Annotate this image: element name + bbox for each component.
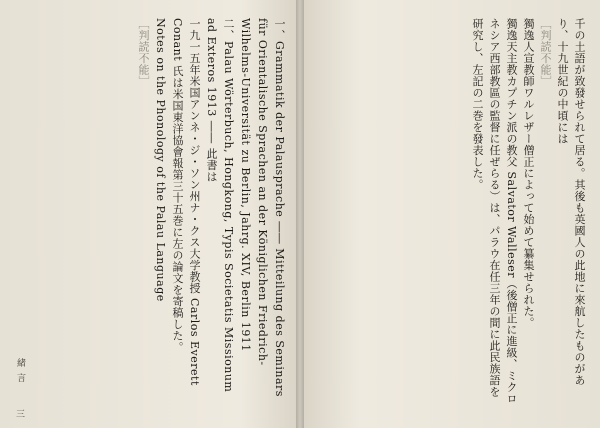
body-paragraph: 一九一五年米国アンネ・ジ・ソン州ナ・クス大学教授 Carlos Everett Conant 氏は米国東洋協會報第三十五巻に左の論文を寄稿した。 (171, 18, 201, 386)
bibliography-entry-1: 一、Grammatik der Palausprache ―― Mitteilung des Seminars für Orientalische Sprachen an der Königlichen Friedrich-Wilhelms-Universität zu Berlin, Jahrg. XIV, Berlin 1911 (239, 18, 286, 397)
body-paragraph: 獨逸人宣教師ワルレザー僧正によって始めて纂集せられた。 (522, 18, 535, 329)
right-page (300, 0, 600, 428)
right-page-text (312, 18, 588, 406)
illegible-paragraph: ［判読不能］ (137, 18, 150, 87)
illegible-paragraph: ［判読不能］ (539, 18, 552, 87)
bibliography-entry-2: 二、Palau Wörterbuch, Hongkong, Typis Societatis Missionum ad Exteros 1913 ―― 此書は (205, 18, 235, 393)
book-gutter (296, 0, 304, 428)
article-title: Notes on the Phonology of the Palau Language (154, 18, 167, 302)
body-paragraph: 千の土語が致發せられて居る。其後も英國人の此地に來航したものがあり、十九世紀の中頃には (556, 18, 586, 386)
body-paragraph: 獨逸天主教カプチン派の教父 Salvator Walleser（後僧正に進級、ミクロネシア西部教區の監督に任ぜらる）は、パラウ在任三年の間に此民族語を研究し、左記の二巻を發表した。 (471, 18, 518, 405)
running-title: 緒言 (15, 358, 25, 388)
page-number: 三 (16, 410, 26, 420)
left-page-text (12, 18, 288, 406)
